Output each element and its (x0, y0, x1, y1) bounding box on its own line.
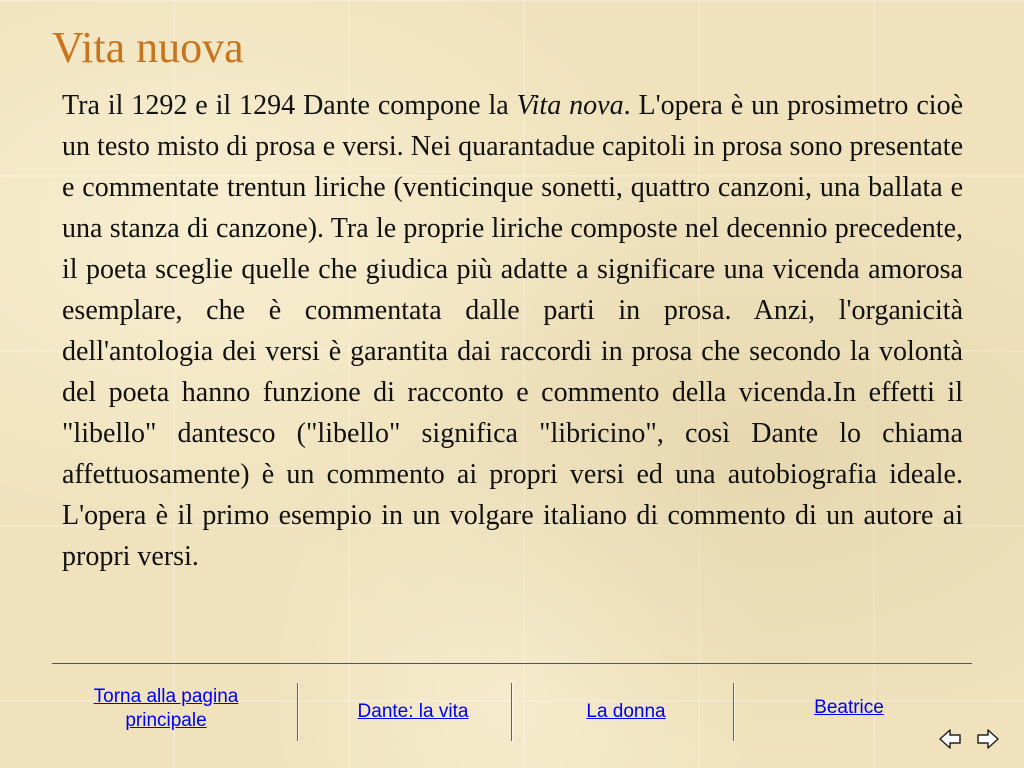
home-link-line-1[interactable]: Torna alla pagina (93, 686, 239, 707)
body-text-part-1: Tra il 1292 e il 1294 Dante compone la (62, 90, 517, 121)
forward-button[interactable] (976, 724, 1000, 754)
work-title-italic: Vita nova (516, 90, 624, 121)
body-text-part-2: . L'opera è un prosimetro cioè un testo misto di prosa e versi. Nei quarantadue capitoli in prosa sono presentate e commentate trentun liriche (venticinque sonetti, quattro canzoni, una ballata e una stanza di canzone). Tra le proprie liriche composte nel decennio precedente, il poeta sceglie quelle che giudica più adatte a significare una vicenda amorosa esemplare, che è commentata dalle parti in prosa. Anzi, l'organicità dell'antologia dei versi è garantita dai raccordi in prosa che secondo la volontà del poeta hanno funzione di racconto e commento della vicenda.In effetti il "libello" dantesco ("libello" significa "libricino", così Dante lo chiama affettuosamente) è un commento ai propri versi ed una autobiografia ideale. L'opera è il primo esempio in un volgare italiano di commento di un autore ai propri versi. (62, 90, 963, 572)
horizontal-divider (52, 663, 972, 664)
nav-separator (733, 683, 735, 741)
woman-link[interactable]: La donna (586, 701, 666, 722)
body-paragraph (62, 85, 963, 577)
dante-life-link[interactable]: Dante: la vita (357, 701, 469, 722)
slide-title: Vita nuova (52, 23, 244, 72)
right-arrow-icon (976, 724, 1000, 754)
beatrice-link[interactable]: Beatrice (814, 697, 884, 718)
home-link-line-2[interactable]: principale (125, 710, 207, 731)
nav-separator (511, 683, 513, 741)
back-button[interactable] (938, 724, 962, 754)
home-link[interactable] (72, 685, 260, 733)
nav-separator (297, 683, 299, 741)
left-arrow-icon (938, 724, 962, 754)
